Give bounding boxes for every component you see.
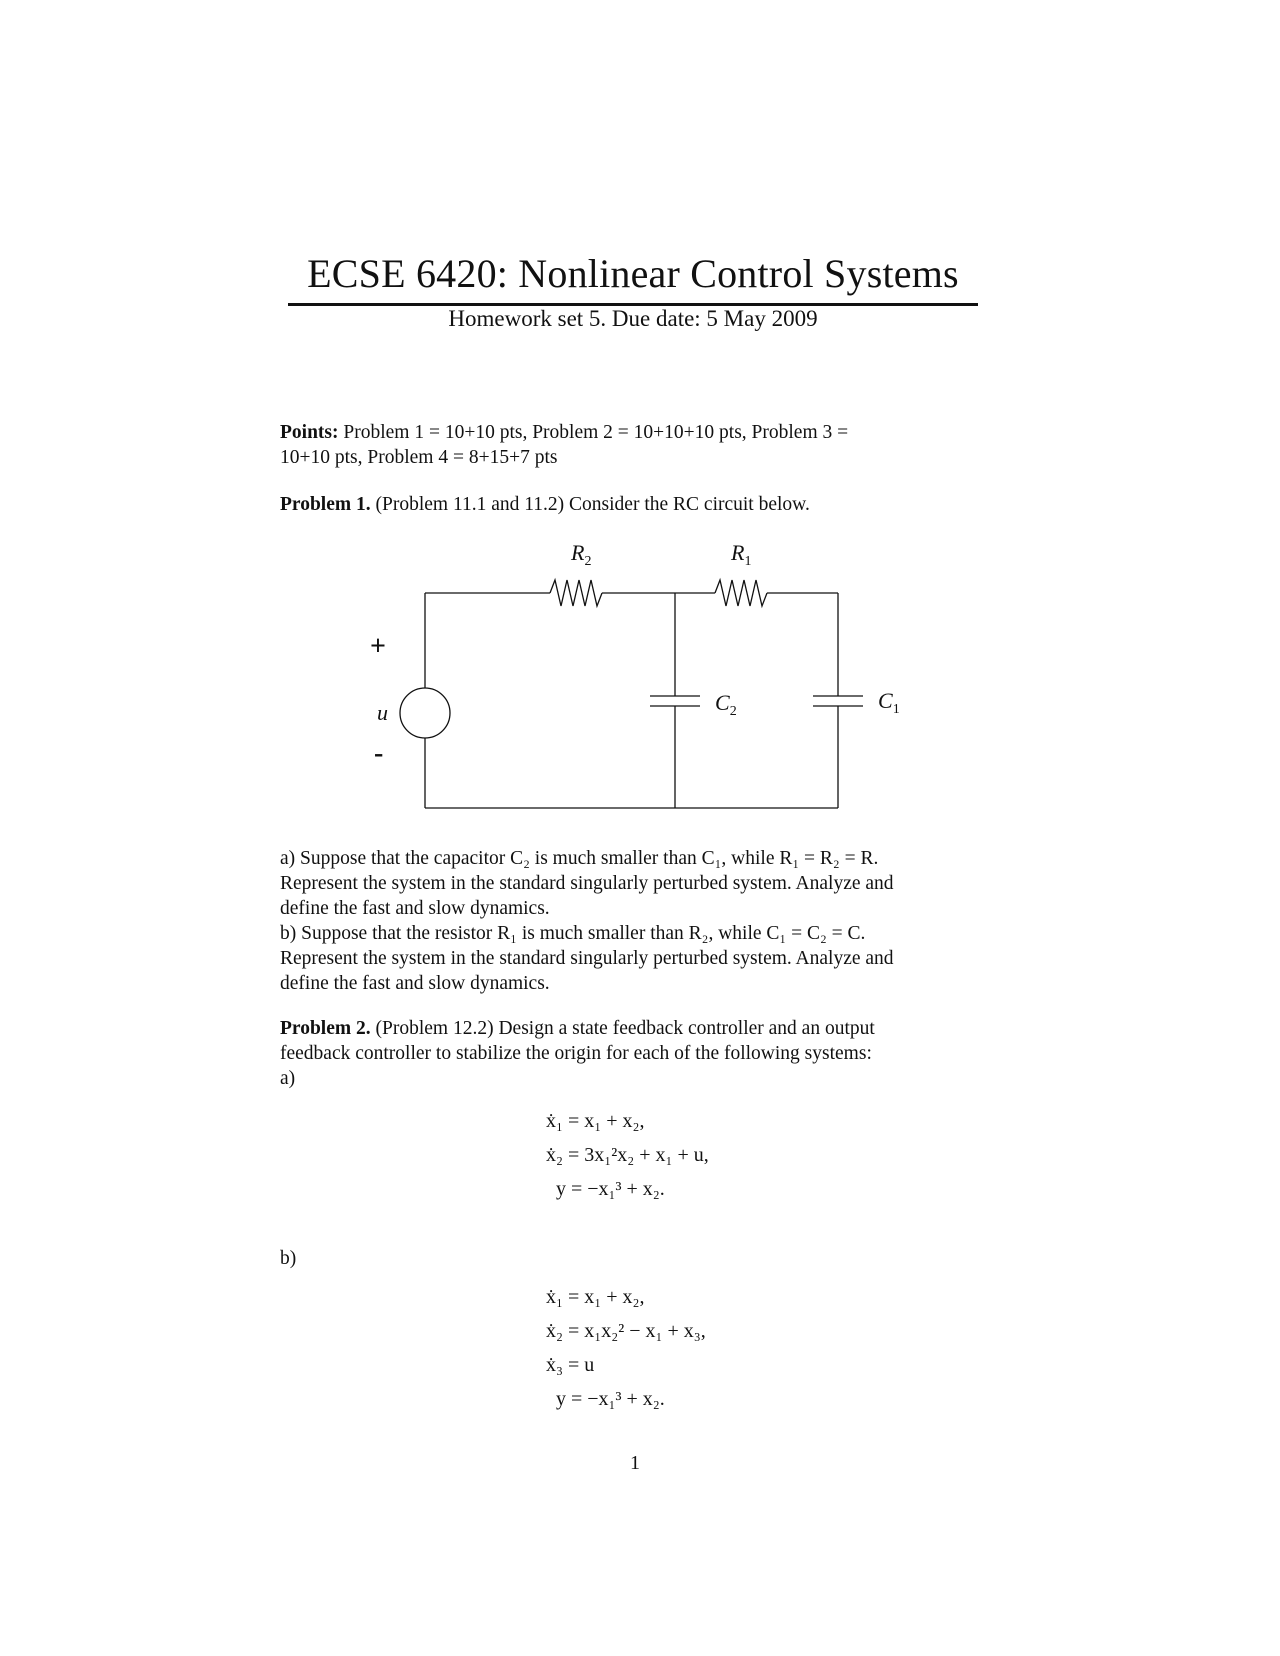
system-a-eq-3: y = −x₁³ + x₂. (556, 1178, 665, 1200)
label-minus: - (374, 738, 384, 769)
problem2-intro-line-1: (Problem 12.2) Design a state feedback controller and an output (375, 1018, 875, 1039)
problem2-b-label-wrap (280, 1246, 1000, 1271)
system-b-eq-4: y = −x₁³ + x₂. (556, 1388, 665, 1410)
system-a-eq-2: ẋ₂ = 3x₁²x₂ + x₁ + u, (546, 1144, 709, 1166)
page-number: 1 (630, 1452, 640, 1474)
system-b-eq-3: ẋ₃ = u (546, 1354, 595, 1376)
document-subtitle: Homework set 5. Due date: 5 May 2009 (448, 306, 818, 331)
problem1-intro (280, 492, 1000, 517)
part-b-line-3: define the fast and slow dynamics. (280, 973, 550, 994)
part-a-line-3: define the fast and slow dynamics. (280, 898, 550, 919)
problem1-intro-text: (Problem 11.1 and 11.2) Consider the RC circuit below. (375, 494, 810, 515)
problem2-a-label: a) (280, 1068, 296, 1089)
part-b-line-1: b) Suppose that the resistor R₁ is much smaller than R₂, while C₁ = C₂ = C. (280, 923, 866, 944)
voltage-source (400, 688, 450, 738)
problem1-label: Problem 1. (280, 494, 371, 515)
system-b-eq-2: ẋ₂ = x₁x₂² − x₁ + x₃, (546, 1320, 706, 1342)
problem2-b-label: b) (280, 1248, 297, 1269)
points-line-1: Problem 1 = 10+10 pts, Problem 2 = 10+10+10 pts, Problem 3 = (343, 422, 849, 443)
label-plus: + (370, 631, 386, 662)
part-a-line-1: a) Suppose that the capacitor C₂ is much smaller than C₁, while R₁ = R₂ = R. (280, 848, 879, 869)
resistor-r1 (715, 580, 767, 606)
label-r1: $R_1$ (731, 540, 752, 569)
system-b-eq-1: ẋ₁ = x₁ + x₂, (546, 1286, 645, 1308)
document-title: ECSE 6420: Nonlinear Control Systems (307, 251, 959, 296)
part-b-line-2: Represent the system in the standard singularly perturbed system. Analyze and (280, 948, 894, 969)
rc-circuit-diagram (360, 530, 920, 820)
part-a-line-2: Represent the system in the standard singularly perturbed system. Analyze and (280, 873, 894, 894)
problem1-part-a (280, 846, 1000, 921)
label-c2: $C_2$ (715, 690, 737, 719)
label-source-u: u (377, 700, 388, 725)
problem2-intro (280, 1016, 1000, 1091)
resistor-r2 (550, 580, 602, 606)
problem2-label: Problem 2. (280, 1018, 371, 1039)
points-line-2: 10+10 pts, Problem 4 = 8+15+7 pts (280, 447, 558, 468)
problem2-intro-line-2: feedback controller to stabilize the origin for each of the following systems: (280, 1043, 872, 1064)
points-label: Points: (280, 422, 339, 443)
points-paragraph (280, 420, 1000, 470)
problem1-part-b (280, 921, 1000, 996)
system-a-eq-1: ẋ₁ = x₁ + x₂, (546, 1110, 645, 1132)
label-r2: $R_2$ (571, 540, 592, 569)
label-c1: $C_1$ (878, 688, 900, 717)
